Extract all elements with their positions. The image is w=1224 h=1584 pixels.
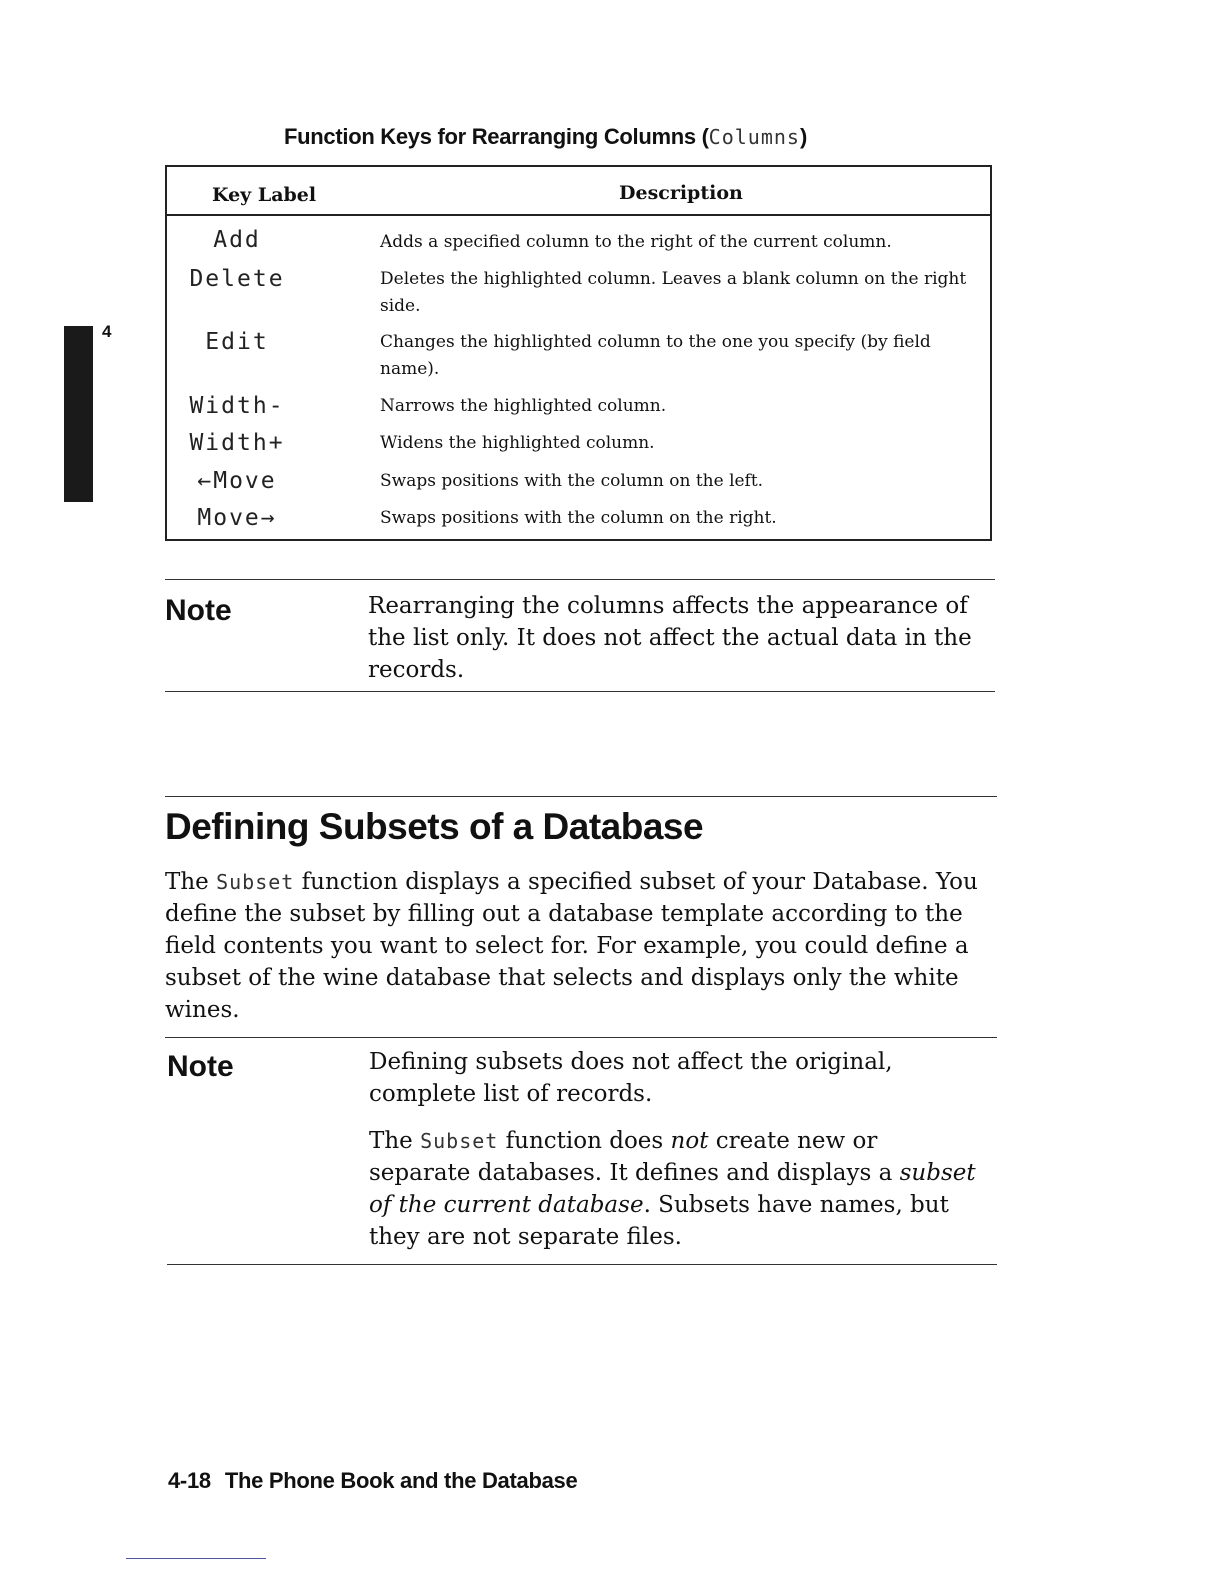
- key-label-edit: Edit: [205, 329, 269, 355]
- note-label: Note: [167, 1050, 234, 1083]
- subset-key-label: Subset: [420, 1129, 499, 1153]
- table-caption-end: ): [799, 124, 807, 149]
- key-label-move-right: Move→: [197, 505, 277, 531]
- row-description: Narrows the highlighted column.: [380, 396, 667, 416]
- table-header: [167, 167, 990, 216]
- row-description: Adds a specified column to the right of the current column.: [380, 232, 892, 252]
- body-text: The: [165, 869, 217, 895]
- row-description: Deletes the highlighted column. Leaves a blank column on the right side.: [380, 269, 967, 316]
- note-label: Note: [165, 594, 232, 627]
- note-top-rule: [165, 579, 995, 580]
- footer-title: The Phone Book and the Database: [224, 1468, 578, 1493]
- body-text: The: [369, 1128, 421, 1154]
- body-text: create new or separate databases. It defines and displays a: [369, 1128, 900, 1186]
- section-rule: [165, 796, 997, 797]
- key-label-width-minus: Width-: [189, 393, 285, 419]
- note-bottom-rule: [167, 1264, 997, 1265]
- note-top-rule: [165, 1037, 997, 1038]
- note-paragraph-1: Defining subsets does not affect the original, complete list of records.: [369, 1049, 893, 1107]
- table-caption-text: Function Keys for Rearranging Columns (: [284, 124, 709, 149]
- note-text: Rearranging the columns affects the appearance of the list only. It does not affect the actual data in the records.: [368, 593, 972, 683]
- key-label-delete: Delete: [189, 266, 285, 292]
- chapter-number: 4: [102, 322, 112, 341]
- column-header-key-label: Key Label: [212, 184, 317, 206]
- column-header-description: Description: [619, 182, 743, 204]
- body-text: function does: [498, 1128, 671, 1154]
- chapter-tab-marker: [64, 326, 93, 502]
- row-description: Changes the highlighted column to the one you specify (by field name).: [380, 332, 931, 379]
- note-paragraph-2: [369, 1125, 984, 1253]
- table-caption-key: Columns: [708, 125, 800, 149]
- footer-page-number: 4-18: [168, 1468, 211, 1493]
- body-text: function displays a specified subset of your Database. You define the subset by filling out a database template according to the field contents you want to select for. For example, you could define a subset of the wine database that selects and displays only the white wines.: [165, 869, 978, 1023]
- section-body-paragraph: [165, 866, 1005, 1026]
- function-keys-table: [165, 165, 992, 541]
- note-bottom-rule: [165, 691, 995, 692]
- row-description: Swaps positions with the column on the left.: [380, 471, 764, 491]
- footer-rule: [126, 1558, 266, 1559]
- body-text: . Subsets have names, but they are not separate files.: [369, 1192, 949, 1250]
- emphasis-not: not: [670, 1128, 709, 1154]
- key-label-width-plus: Width+: [189, 430, 285, 456]
- key-label-add: Add: [213, 227, 261, 253]
- emphasis-subset: subset of the current database: [369, 1160, 976, 1218]
- section-heading: Defining Subsets of a Database: [165, 806, 704, 847]
- row-description: Swaps positions with the column on the right.: [380, 508, 777, 528]
- subset-key-label: Subset: [216, 870, 295, 894]
- table-caption: [284, 124, 807, 150]
- page-footer: [168, 1468, 577, 1494]
- key-label-move-left: ←Move: [197, 468, 277, 494]
- row-description: Widens the highlighted column.: [380, 433, 655, 453]
